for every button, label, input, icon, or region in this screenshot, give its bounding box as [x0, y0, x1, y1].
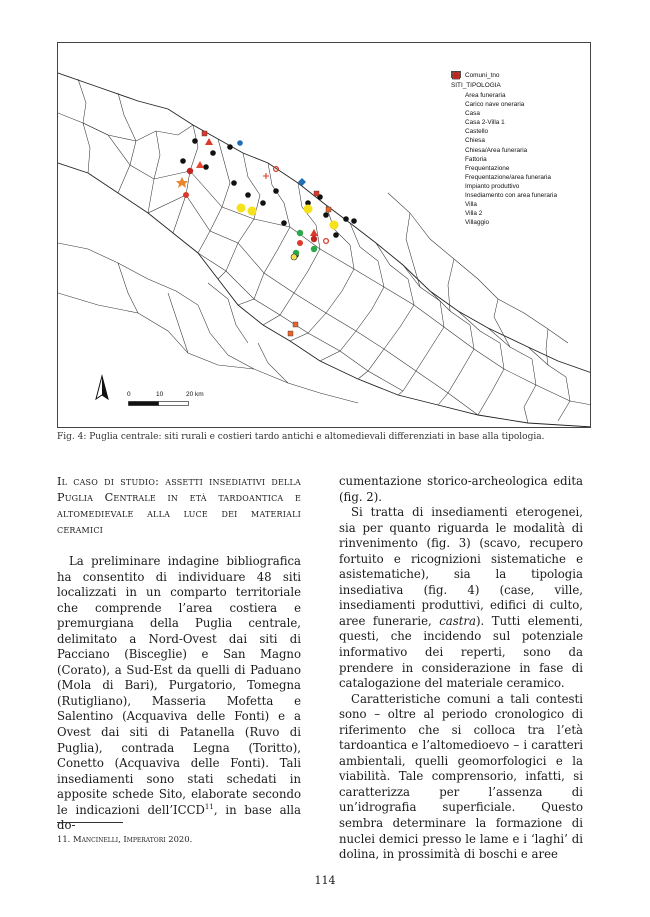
- legend-item: [451, 100, 589, 109]
- footnote-text: Mancinelli, Imperatori 2020.: [73, 834, 193, 844]
- legend-item: [451, 164, 589, 173]
- site-area-funeraria: [227, 144, 233, 150]
- paragraph-left-1: [57, 554, 301, 834]
- site-fattoria: [297, 230, 303, 236]
- circle-icon: [451, 164, 461, 173]
- circle-icon: [451, 91, 461, 100]
- right-column: [339, 474, 583, 863]
- square-icon: [451, 200, 461, 209]
- cross-icon: [451, 137, 461, 146]
- legend-item: [451, 136, 589, 145]
- legend-item-label: Carico nave oneraria: [465, 101, 525, 109]
- legend-item-label: Villa: [465, 201, 477, 209]
- site-area-funeraria: [231, 180, 237, 186]
- legend-item: [451, 118, 589, 127]
- scale-tick-20: 20 km: [186, 391, 204, 398]
- legend-item: [451, 209, 589, 218]
- footnote: [57, 834, 192, 844]
- triangle-icon: [451, 109, 461, 118]
- legend-item: [451, 155, 589, 164]
- figure-caption: Fig. 4: Puglia centrale: siti rurali e costieri tardo antichi e altomedievali differenziati in base alla tipologia.: [57, 432, 545, 442]
- legend-item-label: Villaggio: [465, 219, 490, 227]
- site-area-funeraria: [351, 218, 357, 224]
- circle-icon: [451, 155, 461, 164]
- legend-group-title: SITI_TIPOLOGIA: [451, 82, 501, 90]
- paragraph-text: La preliminare indagine bibliografica ha consentito di individuare 48 siti localizzati in un comparto territoriale che comprende l’area costiera e premurgiana della Puglia centrale, delimitato a Nord-Ovest dai siti di Pacciano (Bisceglie) e San Magno (Corato), a Sud-Est da quelli di Paduano (Mola di Bari), Purgatorio, Tomegna (Rutigliano), Masseria Mofetta e Salentino (Acquaviva delle Fonti) e a Ovest dai siti di Patanella (Ruvo di Puglia), contrada Legna (Toritto), Conetto (Acquaviva delle Fonti). Tali insediamenti sono stati schedati in apposite schede Sito, elaborate secondo le indicazioni dell’ICCD: [57, 554, 301, 817]
- site-frequentazione: [237, 204, 246, 213]
- legend-item: [451, 191, 589, 200]
- paragraph-text: , in base alla do-: [57, 802, 301, 833]
- site-area-funeraria: [180, 158, 186, 164]
- map-legend: [451, 71, 589, 227]
- site-frequentazione: [248, 207, 257, 216]
- site-casa: [205, 138, 213, 145]
- legend-item-label: Casa: [465, 110, 480, 118]
- legend-item-label: Impianto produttivo: [465, 182, 520, 190]
- site-chiesa-area-funeraria: [183, 192, 189, 198]
- site-impianto-produttivo: [298, 178, 306, 186]
- circle-outline-icon: [451, 173, 461, 182]
- legend-item-label: Casa 2-Villa 1: [465, 119, 505, 127]
- site-area-funeraria: [281, 220, 287, 226]
- site-frequentazione-area-funeraria: [291, 254, 297, 260]
- legend-layer-row: [451, 71, 589, 81]
- site-markers: [176, 131, 357, 336]
- site-carico-nave: [237, 140, 243, 146]
- paragraph-text: Si tratta di insediamenti eterogenei, sia per quanto riguarda le modalità di rinvenimento (fig. 3) (scavo, recupero fortuito e ricognizioni sistematiche e asistematiche), sia la tipologia insediativa (fig. 4) (case, ville, insediamenti produttivi, edifici di culto, aree funerarie,: [339, 505, 583, 628]
- scale-tick-10: 10: [156, 391, 164, 398]
- site-casa-villa: [196, 161, 204, 168]
- paragraph-right-2: [339, 505, 583, 692]
- legend-item-label: Villa 2: [465, 210, 483, 218]
- star-icon: [451, 191, 461, 200]
- legend-item-label: Insediamento con area funeraria: [465, 192, 558, 200]
- legend-item: [451, 146, 589, 155]
- site-area-funeraria: [273, 188, 279, 194]
- site-area-funeraria: [343, 216, 349, 222]
- footnote-divider: [57, 822, 123, 823]
- legend-item: [451, 200, 589, 209]
- site-area-funeraria: [323, 212, 329, 218]
- left-column: [57, 474, 301, 834]
- site-area-funeraria: [210, 150, 216, 156]
- legend-item-label: Chiesa: [465, 137, 485, 145]
- legend-item-label: Chiesa/Area funeraria: [465, 146, 528, 154]
- ring-icon: [451, 127, 461, 136]
- legend-layer-label: Comuni_tno: [465, 72, 500, 80]
- paragraph-text: ). Tutti elementi, questi, che incidendo sul potenziale informativo dei reperti, sono da prendere in considerazione in fase di catalogazione del materiale ceramico.: [339, 613, 583, 691]
- legend-item: [451, 218, 589, 227]
- map-figure: [57, 42, 591, 428]
- site-area-funeraria: [245, 192, 251, 198]
- paragraph-right-3: Caratteristiche comuni a tali contesti sono – oltre al periodo cronologico di riferimento che si colloca tra l’età tardoantica e l’altomedioevo – i caratteri ambientali, quelli geomorfologici e la viabilità. Tale comprensorio, infatti, si caratterizza per l’assenza di un’idrografia superficiale. Questo sembra determinare la formazione di nuclei demici presso le lame e i ‘laghi’ di dolina, in prossimità di boschi e aree: [339, 691, 583, 862]
- footnote-number: 11.: [57, 834, 71, 844]
- legend-item-label: Frequentazione: [465, 164, 510, 172]
- site-area-funeraria: [192, 138, 198, 144]
- site-frequentazione: [330, 221, 339, 230]
- square-icon: [451, 209, 461, 218]
- legend-item-label: Fattoria: [465, 155, 487, 163]
- site-chiesa: [263, 173, 269, 179]
- legend-item-label: Castello: [465, 128, 489, 136]
- site-villaggio: [187, 168, 193, 174]
- footnote-ref[interactable]: 11: [204, 802, 214, 811]
- legend-item: [451, 91, 589, 100]
- site-area-funeraria: [203, 164, 209, 170]
- site-frequentazione: [304, 205, 313, 214]
- site-villa-2: [202, 131, 207, 136]
- legend-item-label: Area funeraria: [465, 92, 506, 99]
- circle-icon: [451, 100, 461, 109]
- site-castello: [324, 239, 329, 244]
- site-area-funeraria: [333, 232, 339, 238]
- site-chiesa-area-funeraria: [297, 240, 303, 246]
- site-villa: [288, 331, 293, 336]
- scale-bar-graphic: [128, 401, 218, 407]
- page-number: 114: [314, 874, 336, 887]
- circle-icon: [451, 146, 461, 155]
- triangle-icon: [451, 118, 461, 127]
- site-villa-2: [314, 191, 319, 196]
- legend-item: [451, 127, 589, 136]
- site-insediamento: [176, 177, 188, 188]
- paragraph-right-1: cumentazione storico-archeologica edita (fig. 2).: [339, 474, 583, 504]
- legend-items: [451, 91, 589, 227]
- site-area-funeraria: [260, 200, 266, 206]
- scale-tick-0: 0: [127, 391, 131, 398]
- legend-item: [451, 173, 589, 182]
- legend-item-label: Frequentazione/area funeraria: [465, 173, 551, 181]
- site-villa: [326, 207, 331, 212]
- emphasis-text: castra: [439, 613, 476, 628]
- diamond-icon: [451, 182, 461, 191]
- section-heading: Il caso di studio: assetti insediativi della Puglia Centrale in età tardoantica e altomedievale alla luce dei materiali ceramici: [57, 475, 301, 536]
- legend-item: [451, 182, 589, 191]
- site-fattoria: [311, 246, 317, 252]
- site-villa: [293, 322, 298, 327]
- circle-icon: [451, 218, 461, 227]
- legend-item: [451, 109, 589, 118]
- scale-bar: [98, 387, 218, 417]
- site-villaggio: [311, 236, 317, 242]
